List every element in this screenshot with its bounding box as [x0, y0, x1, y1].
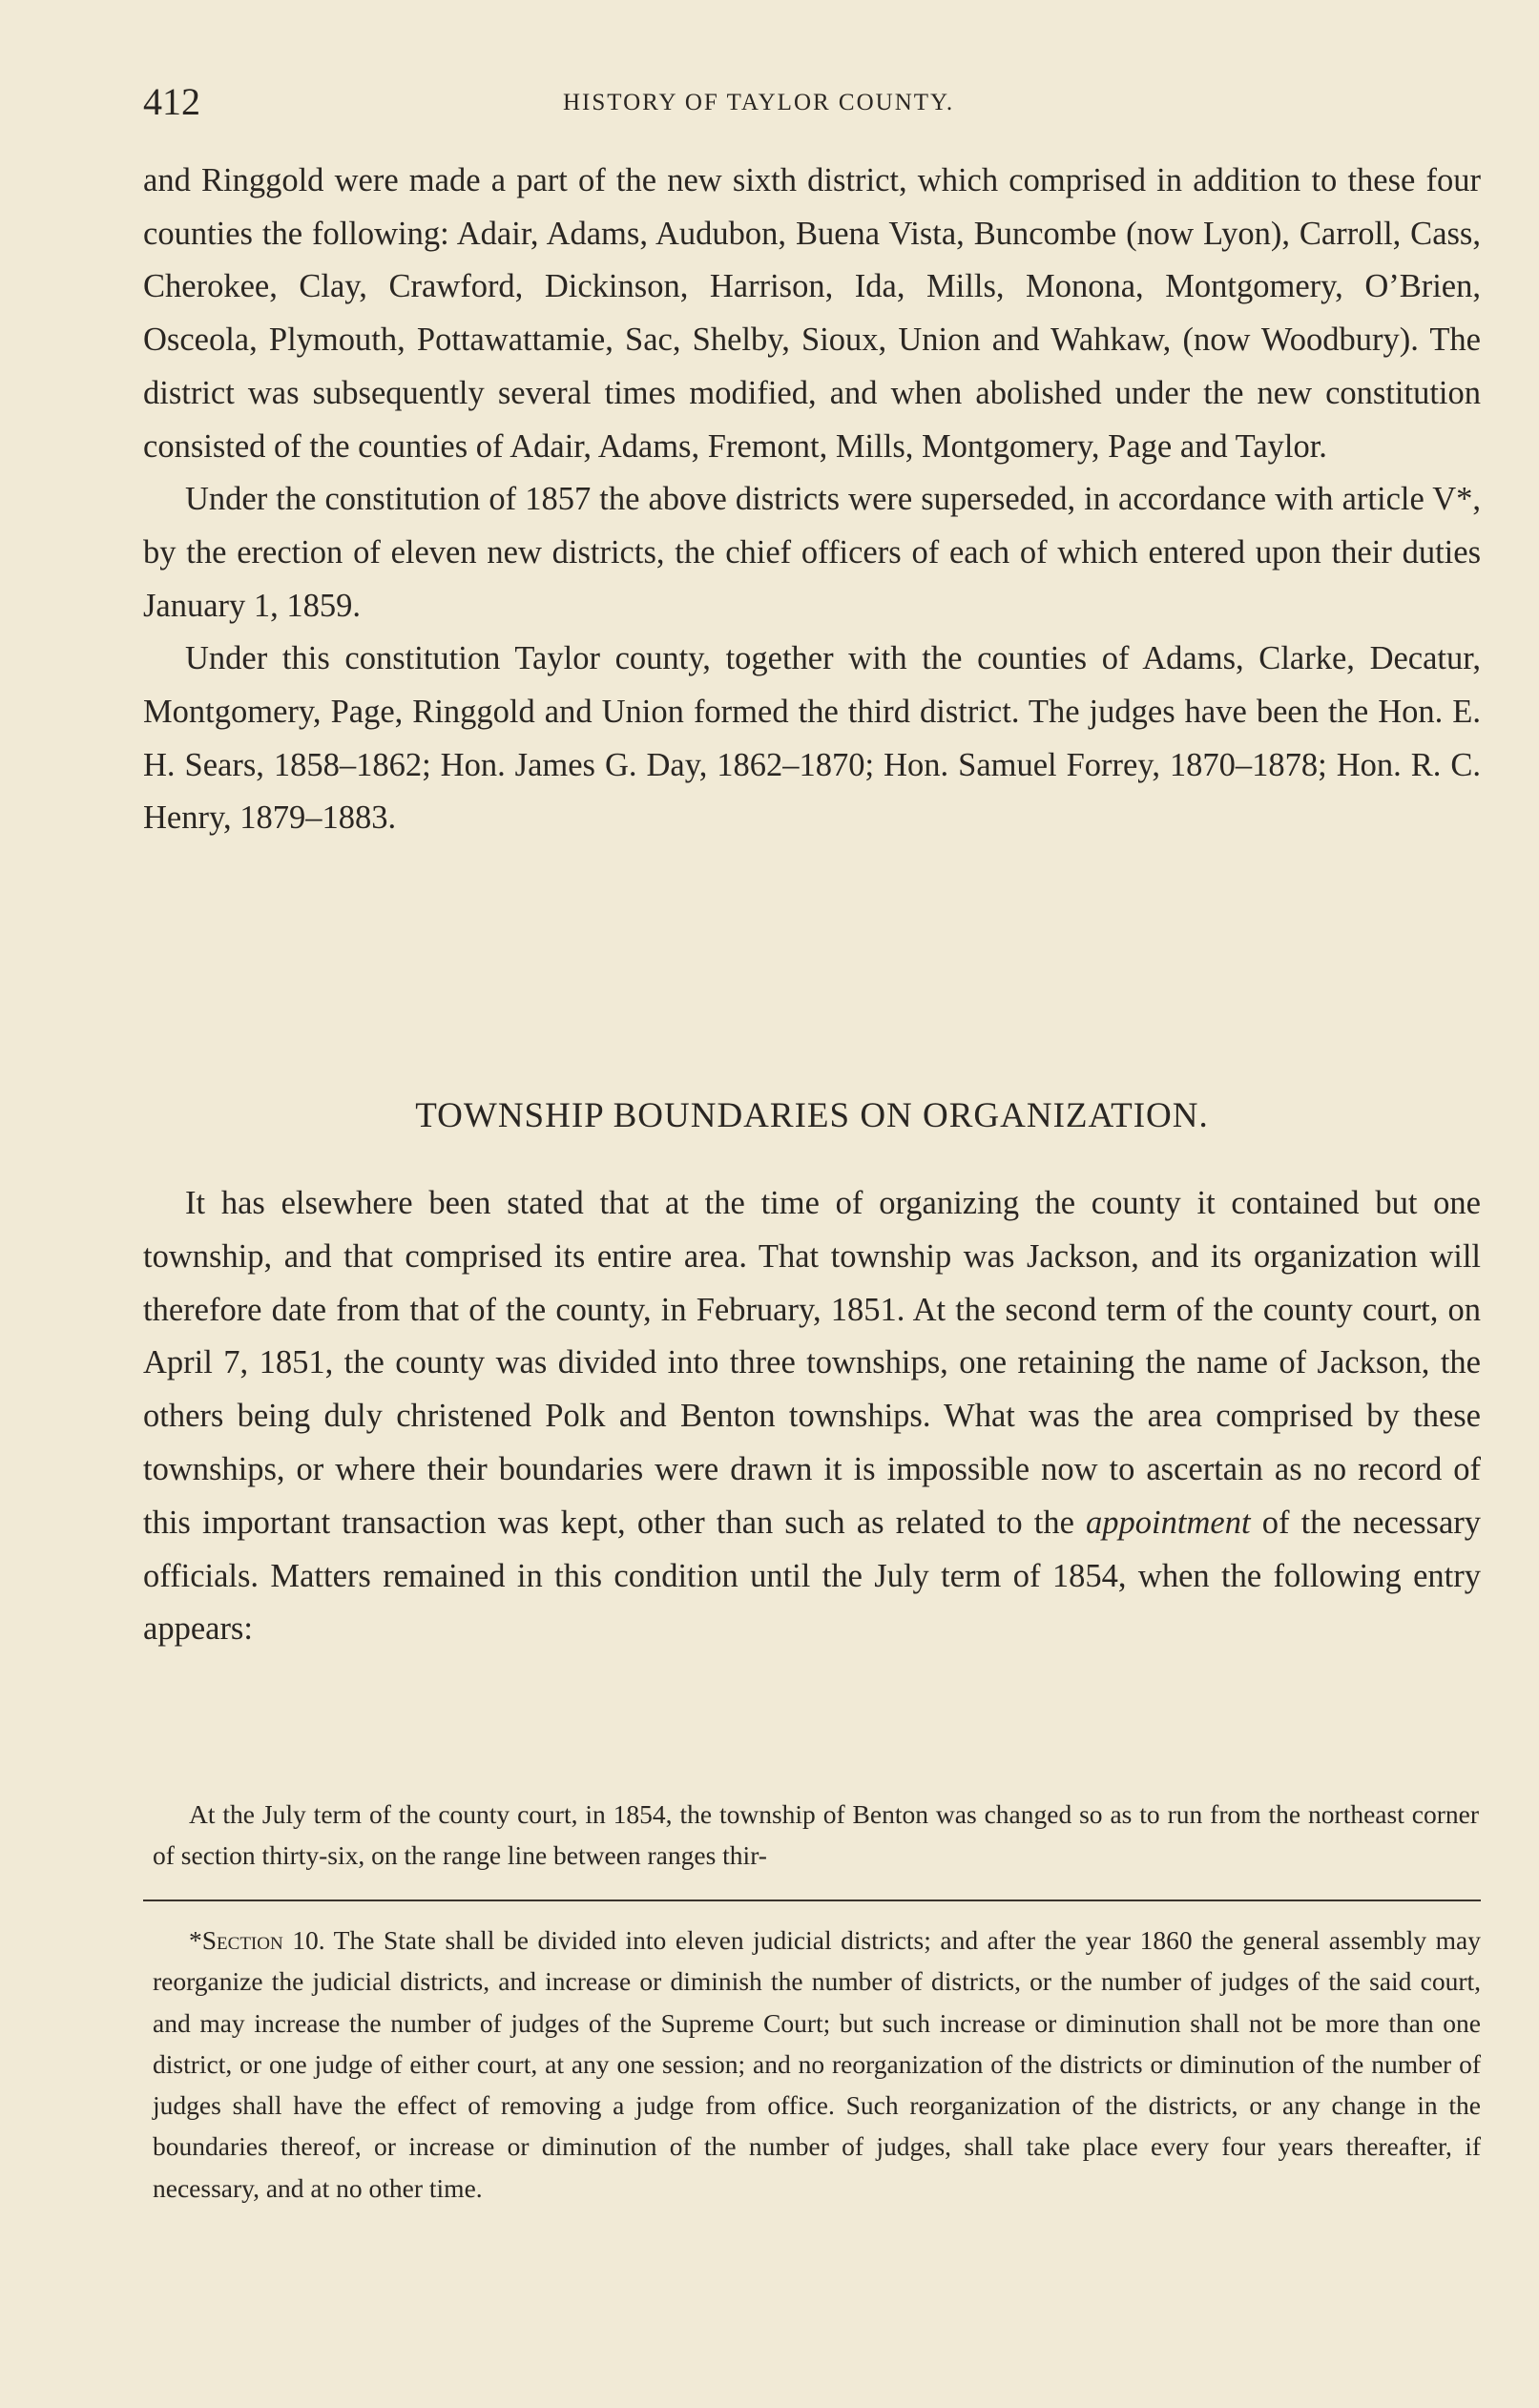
section-body: [143, 1177, 1481, 1656]
running-head: [143, 78, 1479, 126]
paragraph-constitution-1857: Under the constitution of 1857 the above districts were superseded, in accordance with article V*, by the erection of eleven new districts, the chief officers of each of which entered upon their duties January 1, 1859.: [143, 481, 1481, 624]
footnote-paragraph: [153, 1920, 1481, 2209]
paragraph-township-organization: [143, 1177, 1481, 1656]
paragraph-continued: and Ringgold were made a part of the new sixth district, which comprised in addition to these four counties the following: Adair, Adams, Audubon, Buena Vista, Buncombe (now Lyon), Carroll, Cass, Cherokee, Clay, Crawford, Dickinson, Harrison, Ida, Mills, Monona, Montgomery, O’Brien, Osceola, Plymouth, Pottawattamie, Sac, Shelby, Sioux, Union and Wahkaw, (now Woodbury). The district was subsequently several times modified, and when abolished under the new constitution consisted of the counties of Adair, Adams, Fremont, Mills, Montgomery, Page and Taylor.: [143, 162, 1481, 465]
page-number: 412: [143, 80, 200, 123]
running-title: HISTORY OF TAYLOR COUNTY.: [563, 90, 955, 115]
paragraph-text-start: It has elsewhere been stated that at the time of organizing the county it contained but one township, and that comprised its entire area. That township was Jackson, and its organization will therefore date from that of the county, in February, 1851. At the second term of the county court, on April 7, 1851, the county was divided into three townships, one retaining the name of Jackson, the others being duly christened Polk and Benton townships. What was the area comprised by these townships, or where their boundaries were drawn it is impossible now to ascertain as no record of this important transaction was kept, other than such as related to the: [143, 1185, 1481, 1541]
paragraph-third-district: Under this constitution Taylor county, together with the counties of Adams, Clarke, Decatur, Montgomery, Page, Ringgold and Union formed the third district. The judges have been the Hon. E. H. Sears, 1858–1862; Hon. James G. Day, 1862–1870; Hon. Samuel Forrey, 1870–1878; Hon. R. C. Henry, 1879–1883.: [143, 640, 1481, 837]
body-text: [143, 155, 1481, 845]
footnote-divider: [143, 1899, 1481, 1901]
footnote: [153, 1920, 1481, 2209]
italic-word: appointment: [1086, 1504, 1251, 1541]
paragraph-text-end: of the necessary officials. Matters remained in this condition until the July term of 1854, when the following entry appears:: [143, 1504, 1481, 1648]
footnote-label: *Section 10.: [189, 1925, 325, 1955]
court-record-quote: [153, 1794, 1479, 1876]
footnote-text: The State shall be divided into eleven judicial districts; and after the year 1860 the general assembly may reorganize the judicial districts, and increase or diminish the number of districts, or the number of judges of the said court, and may increase the number of judges of the Supreme Court; but such increase or diminution shall not be more than one district, or one judge of either court, at any one session; and no reorganization of the districts or diminution of the number of judges shall have the effect of removing a judge from office. Such reorganization of the districts, or any change in the boundaries thereof, or increase or diminution of the number of judges, shall take place every four years thereafter, if necessary, and at no other time.: [153, 1925, 1481, 2203]
quote-text: At the July term of the county court, in 1854, the township of Benton was changed so as to run from the northeast corner of section thirty-six, on the range line between ranges thir-: [153, 1799, 1479, 1870]
section-heading: TOWNSHIP BOUNDARIES ON ORGANIZATION.: [415, 1096, 1209, 1135]
